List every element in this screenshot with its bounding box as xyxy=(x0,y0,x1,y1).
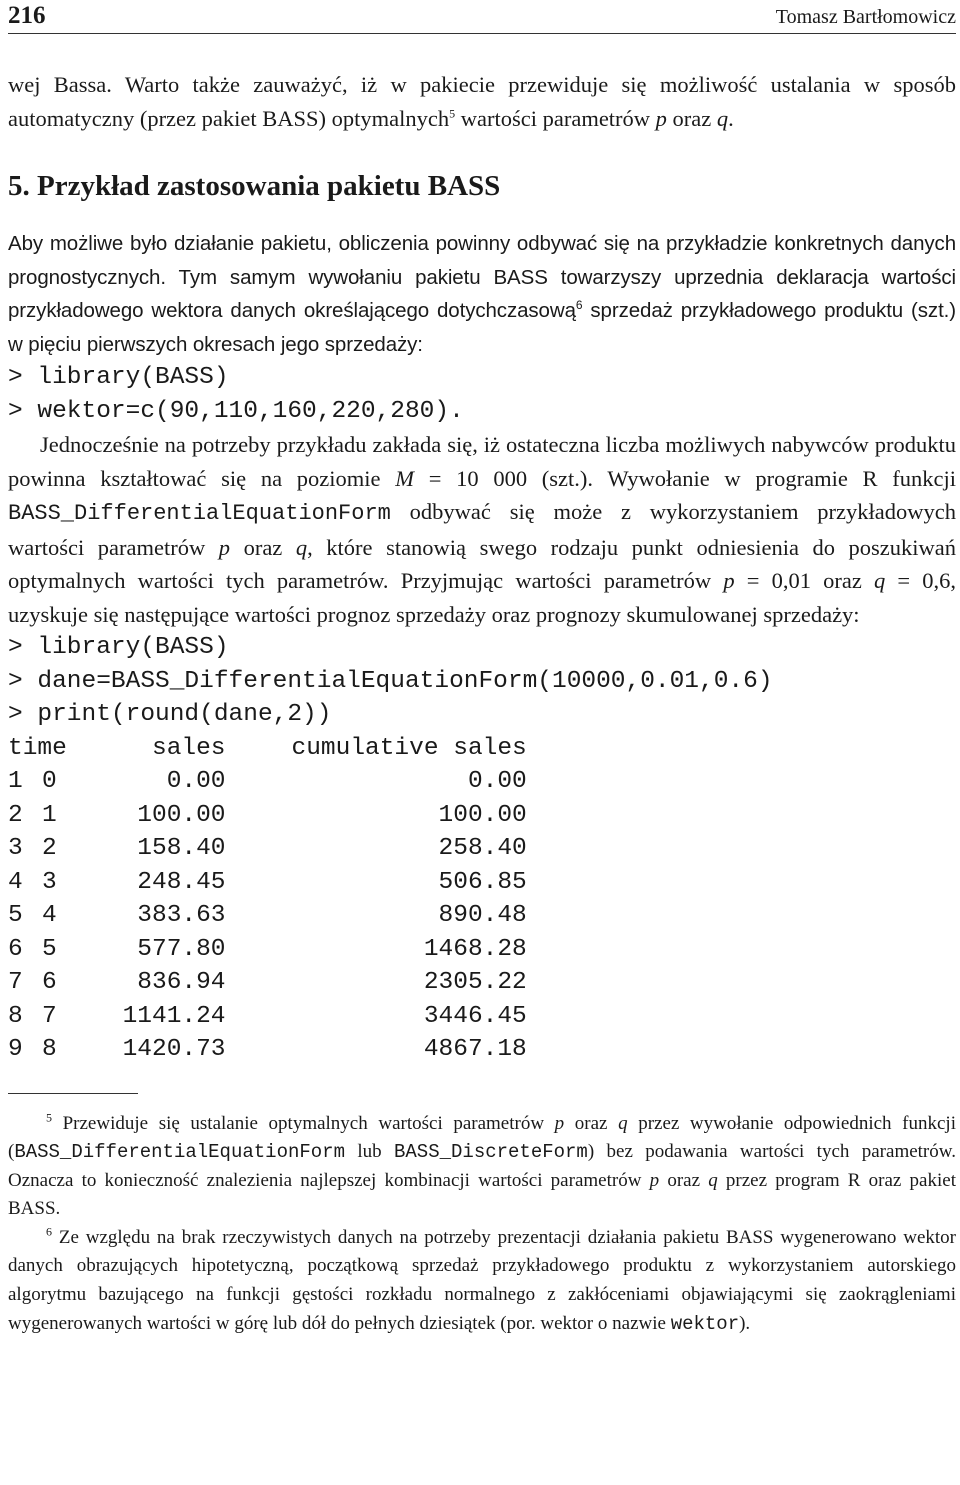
spacer-cell xyxy=(226,899,333,933)
function-name: BASS_DifferentialEquationForm xyxy=(8,501,391,526)
row-index-cell: 6 xyxy=(8,935,23,963)
cumulative-cell: 100.00 xyxy=(438,801,527,829)
output-table xyxy=(8,732,527,1067)
spacer-cell xyxy=(226,966,333,1000)
cumulative-cell: 3446.45 xyxy=(423,1002,527,1030)
table-row xyxy=(8,899,527,933)
sales-cell: 100.00 xyxy=(137,801,226,829)
sales-cell: 577.80 xyxy=(137,935,226,963)
spacer-cell xyxy=(226,866,333,900)
table-row xyxy=(8,799,527,833)
table-row xyxy=(8,966,527,1000)
code-block-2 xyxy=(8,631,956,732)
code-line: > wektor=c(90,110,160,220,280). xyxy=(8,397,464,425)
cumulative-cell: 258.40 xyxy=(438,835,527,862)
row-index-cell: 3 xyxy=(8,835,23,862)
footnote-ref-5[interactable]: 5 xyxy=(449,106,456,120)
footnote-ref-6[interactable]: 6 xyxy=(575,298,583,313)
sales-cell: 836.94 xyxy=(137,969,226,996)
table-row xyxy=(8,832,527,866)
section-paragraph-1: Aby możliwe było działanie pakietu, obliczenia powinny odbywać się na przykładzie konkretnych danych prognostycznych. Tym samym wywołaniu pakietu BASS towarzyszy uprzednia deklaracja wartości przykładowego wektora danych określającego dotychczasową$^6$ sprzedaż przykładowego produktu (szt.) w pięciu pierwszych okresach jego sprzedaży: xyxy=(8,232,956,356)
cumulative-cell: 890.48 xyxy=(438,902,527,929)
cumulative-cell: 0.00 xyxy=(467,768,527,795)
code-line: > library(BASS) xyxy=(8,364,229,391)
footnote-divider xyxy=(8,1093,138,1094)
table-row xyxy=(8,1000,527,1034)
time-cell: 8 xyxy=(42,1036,57,1063)
table-row xyxy=(8,933,527,967)
time-cell: 4 xyxy=(42,902,57,929)
code-line: > library(BASS) xyxy=(8,634,229,661)
running-head-author: Tomasz Bartłomowicz xyxy=(775,6,956,28)
section-heading: 5. Przykład zastosowania pakietu BASS xyxy=(8,170,501,202)
sales-cell: 158.40 xyxy=(137,835,226,862)
column-header-time: time xyxy=(8,734,67,762)
section-paragraph-2: Jednocześnie na potrzeby przykładu zakłada się, iż ostateczna liczba możliwych nabywców produktu powinna kształtować się na poziomie M = 10 000 (szt.). Wywołanie w programie R funkcji BASS_DifferentialEquationForm odbywać się może z wykorzystaniem przykładowych wartości parametrów p oraz q, które stanowią swego rodzaju punkt odniesienia do poszukiwań optymalnych wartości tych parametrów. Przyjmując wartości parametrów p = 0,01 oraz q = 0,6, uzyskuje się następujące wartości prognoz sprzedaży oraz prognozy skumulowanej sprzedaży: xyxy=(8,432,957,627)
row-index-cell: 8 xyxy=(8,1002,23,1030)
table-header-row xyxy=(8,732,527,766)
sales-cell: 1420.73 xyxy=(122,1036,226,1063)
variable-name: wektor xyxy=(670,1312,740,1335)
function-name: BASS_DifferentialEquationForm xyxy=(14,1141,345,1164)
table-row xyxy=(8,866,527,900)
sales-cell: 1141.24 xyxy=(122,1002,226,1030)
code-block-1 xyxy=(8,361,956,428)
sales-cell: 0.00 xyxy=(166,768,226,795)
spacer-cell xyxy=(226,933,333,967)
row-index-cell: 9 xyxy=(8,1036,23,1063)
spacer-cell xyxy=(226,765,333,799)
spacer-cell xyxy=(226,1033,333,1067)
table-row xyxy=(8,1033,527,1067)
column-header-cumulative: cumulative sales xyxy=(291,734,527,762)
row-index-cell: 5 xyxy=(8,902,23,929)
page-number: 216 xyxy=(8,2,46,29)
time-cell: 0 xyxy=(42,768,57,795)
cumulative-cell: 4867.18 xyxy=(423,1036,527,1063)
spacer-cell xyxy=(226,1000,333,1034)
cumulative-cell: 506.85 xyxy=(438,868,527,896)
page xyxy=(8,0,956,1338)
sales-cell: 383.63 xyxy=(137,902,226,929)
time-cell: 5 xyxy=(42,935,57,963)
column-header-sales: sales xyxy=(152,734,226,762)
code-line: > print(round(dane,2)) xyxy=(8,701,332,728)
spacer-cell xyxy=(226,832,333,866)
time-cell: 2 xyxy=(42,835,57,862)
time-cell: 7 xyxy=(42,1002,57,1030)
table-row xyxy=(8,765,527,799)
row-index-cell: 1 xyxy=(8,768,23,795)
time-cell: 3 xyxy=(42,868,57,896)
cumulative-cell: 1468.28 xyxy=(423,935,527,963)
sales-cell: 248.45 xyxy=(137,868,226,896)
time-cell: 6 xyxy=(42,969,57,996)
cumulative-cell: 2305.22 xyxy=(423,969,527,996)
code-line: > dane=BASS_DifferentialEquationForm(10000,0.01,0.6) xyxy=(8,667,773,695)
footnote-5: $^5$ Przewiduje się ustalanie optymalnych wartości parametrów p oraz q przez wywołanie odpowiednich funkcji (BASS_DifferentialEquationForm lub BASS_DiscreteForm) bez podawania wartości tych parametrów. Oznacza to konieczność znalezienia najlepszej kombinacji wartości parametrów p oraz q przez program R oraz pakiet BASS. xyxy=(8,1110,956,1220)
row-index-cell: 7 xyxy=(8,969,23,996)
time-cell: 1 xyxy=(42,801,57,829)
row-index-cell: 2 xyxy=(8,801,23,829)
function-name: BASS_DiscreteForm xyxy=(394,1141,588,1164)
footnote-6: $^6$ Ze względu na brak rzeczywistych danych na potrzeby prezentacji działania pakietu BASS wygenerowano wektor danych obrazujących hipotetyczną, początkową sprzedaż przykładowego produktu z wykorzystaniem autorskiego algorytmu bazującego na funkcji gęstości rozkładu normalnego z zakłóceniami objawiającymi się zaokrągleniami wygenerowanych wartości w górę lub dół do pełnych dziesiątek (por. wektor o nazwie wektor). xyxy=(8,1224,956,1335)
intro-paragraph: wej Bassa. Warto także zauważyć, iż w pakiecie przewiduje się możliwość ustalania w sposób automatyczny (przez pakiet BASS) optymalnych$^5$ wartości parametrów p oraz q. xyxy=(8,72,956,131)
spacer-cell xyxy=(226,799,333,833)
page-header xyxy=(8,0,956,34)
row-index-cell: 4 xyxy=(8,868,23,896)
